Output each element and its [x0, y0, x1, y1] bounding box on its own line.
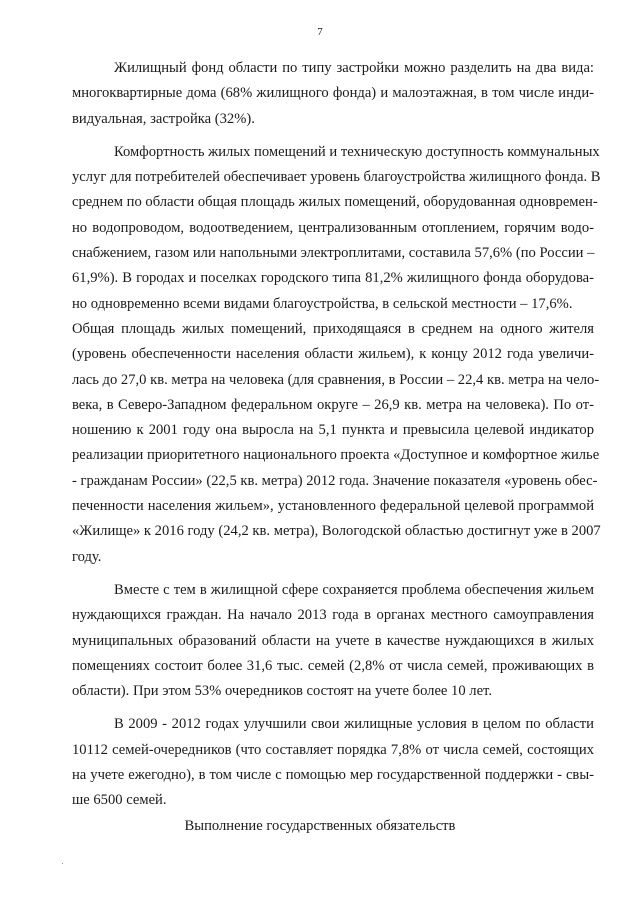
text-line: нуждающихся граждан. На начало 2013 года в органах местного самоуправления: [72, 607, 594, 624]
text-line: году.: [72, 548, 102, 565]
text-line: видуальная, застройка (32%).: [72, 110, 255, 127]
text-line: 10112 семей-очередников (что составляет порядка 7,8% от числа семей, состоящих: [72, 741, 594, 758]
text-line: печенности населения жильем», установленного федеральной целевой программой: [72, 498, 594, 515]
text-line: В 2009 - 2012 годах улучшили свои жилищные условия в целом по области: [114, 716, 594, 733]
paragraph-living-area: [72, 317, 601, 570]
scan-speck: [62, 863, 63, 864]
text-line: (уровень обеспеченности населения области жильем), к концу 2012 года увеличи-: [72, 346, 594, 363]
text-line: муниципальных образований области на учете в качестве нуждающихся в жилых: [72, 632, 594, 649]
text-line: «Жилище» к 2016 году (24,2 кв. метра), Вологодской областью достигнут уже в 2007: [72, 523, 601, 540]
section-heading: Выполнение государственных обязательств: [184, 818, 456, 834]
paragraph-housing-need: [72, 578, 594, 704]
text-line: века, в Северо-Западном федеральном округе – 26,9 кв. метра на человека). По от-: [72, 396, 594, 413]
text-line: услуг для потребителей обеспечивает уровень благоустройства жилищного фонда. В: [72, 169, 601, 186]
document-body: [72, 56, 601, 814]
text-line: но водопроводом, водоотведением, централизованным отоплением, горячим водо-: [72, 219, 594, 236]
paragraph-improvements: [72, 712, 594, 813]
text-line: области). При этом 53% очередников состоят на учете более 10 лет.: [72, 683, 492, 700]
text-line: ше 6500 семей.: [72, 792, 167, 809]
paragraph-comfort: [72, 140, 601, 317]
text-line: Общая площадь жилых помещений, приходящаяся в среднем на одного жителя: [72, 320, 594, 337]
text-line: - гражданам России» (22,5 кв. метра) 2012 года. Значение показателя «уровень обес-: [72, 472, 598, 489]
text-line: Вместе с тем в жилищной сфере сохраняется проблема обеспечения жильем: [114, 581, 594, 598]
paragraph-housing-types: [72, 56, 594, 132]
text-line: снабжением, газом или напольными электроплитами, составила 57,6% (по России –: [72, 245, 595, 262]
text-line: Жилищный фонд области по типу застройки можно разделить на два вида:: [114, 60, 594, 76]
text-line: лась до 27,0 кв. метра на человека (для сравнения, в России – 22,4 кв. метра на чело-: [72, 371, 600, 388]
text-line: ношению к 2001 году она выросла на 5,1 пункта и превысила целевой индикатор: [72, 422, 594, 439]
text-line: на учете ежегодно), в том числе с помощью мер государственной поддержки - свы-: [72, 767, 594, 784]
text-line: 61,9%). В городах и поселках городского типа 81,2% жилищного фонда оборудова-: [72, 270, 594, 287]
text-line: многоквартирные дома (68% жилищного фонда) и малоэтажная, в том числе инди-: [72, 85, 594, 102]
text-line: реализации приоритетного национального проекта «Доступное и комфортное жилье: [72, 447, 600, 464]
text-line: помещениях состоит более 31,6 тыс. семей (2,8% от числа семей, проживающих в: [72, 657, 594, 674]
text-line: но одновременно всеми видами благоустройства, в сельской местности – 17,6%.: [72, 295, 573, 312]
text-line: Комфортность жилых помещений и техническую доступность коммунальных: [114, 143, 600, 160]
text-line: среднем по области общая площадь жилых помещений, оборудованная одновремен-: [72, 194, 598, 211]
page-number: 7: [317, 26, 323, 38]
